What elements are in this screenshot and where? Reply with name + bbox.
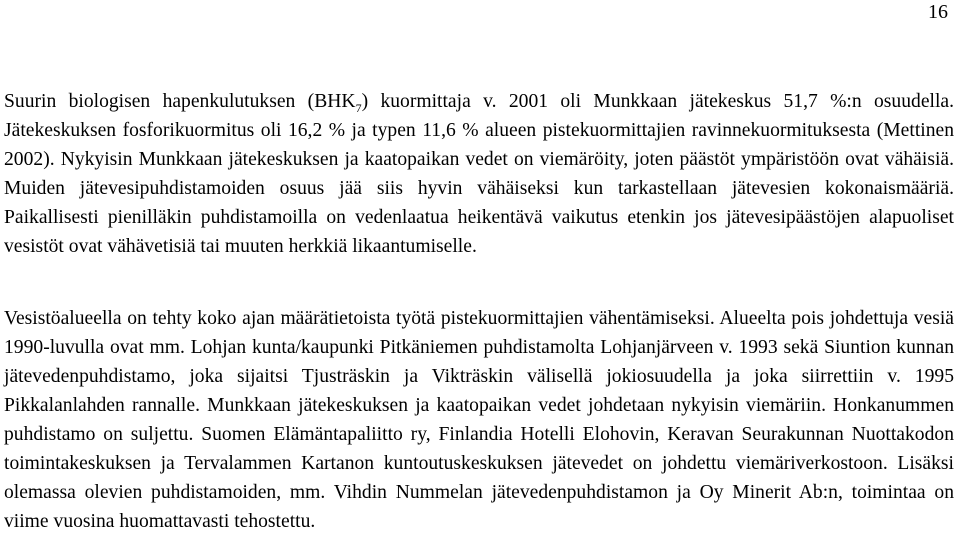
page-number: 16	[928, 1, 948, 23]
paragraph-1-text-end: ) kuormittaja v. 2001 oli Munkkaan jätekeskus 51,7 %:n osuudella. Jätekeskuksen fosforikuormitus oli 16,2 % ja typen 11,6 % alueen pistekuormittajien ravinnekuormituksesta (Mettinen 2002). Nykyisin Munkkaan jätekeskuksen ja kaatopaikan vedet on viemäröity, joten päästöt ympäristöön ovat vähäisiä. Muiden jätevesipuhdistamoiden osuus jää siis hyvin vähäiseksi kun tarkastellaan jätevesien kokonaismääriä. Paikallisesti pienilläkin puhdistamoilla on vedenlaatua heikentävä vaikutus etenkin jos jätevesipäästöjen alapuoliset vesistöt ovat vähävetisiä tai muuten herkkiä likaantumiselle.	[4, 91, 954, 257]
paragraph-1-text-start: Suurin biologisen hapenkulutuksen (BHK	[4, 91, 356, 112]
paragraph-1	[4, 87, 954, 261]
subscript-7: 7	[355, 100, 362, 115]
paragraph-2: Vesistöalueella on tehty koko ajan määrätietoista työtä pistekuormittajien vähentämiseksi. Alueelta pois johdettuja vesiä 1990-luvulla ovat mm. Lohjan kunta/kaupunki Pitkäniemen puhdistamolta Lohjanjärveen v. 1993 sekä Siuntion kunnan jätevedenpuhdistamo, joka sijaitsi Tjusträskin ja Vikträskin välisellä jokiosuudella ja joka siirrettiin v. 1995 Pikkalanlahden rannalle. Munkkaan jätekeskuksen ja kaatopaikan vedet johdetaan nykyisin viemäriin. Honkanummen puhdistamo on suljettu. Suomen Elämäntapaliitto ry, Finlandia Hotelli Elohovin, Keravan Seurakunnan Nuottakodon toimintakeskuksen ja Tervalammen Kartanon kuntoutuskeskuksen jätevedet on johdettu viemäriverkostoon. Lisäksi olemassa olevien puhdistamoiden, mm. Vihdin Nummelan jätevedenpuhdistamon ja Oy Minerit Ab:n, toimintaa on viime vuosina huomattavasti tehostettu.	[4, 308, 954, 532]
